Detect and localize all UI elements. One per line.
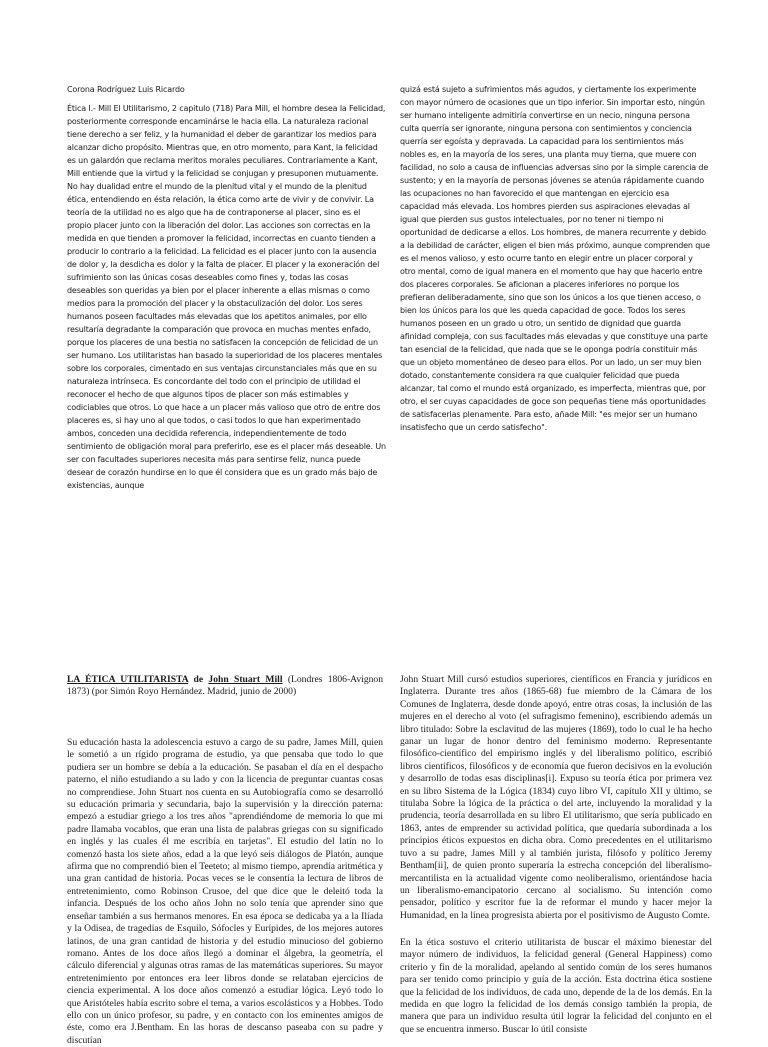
author-name: Corona Rodríguez Luis Ricardo bbox=[67, 85, 185, 94]
essay-right-column: quizá está sujeto a sufrimientos más agudos, y ciertamente los experimente con mayor número de ocasiones que un tipo inferior. Sin importar esto, ningún ser humano inteligente admitiría convertirse en un necio, ninguna persona culta querría ser ignorante, ninguna persona con sentimientos y conciencia querría ser egoísta y depravada. La capacidad para los sentimientos más nobles es, en la mayoría de los seres, una planta muy tierna, que muere con facilidad, no solo a causa de influencias adversas sino por la simple carencia de sustento; y en la mayoría de personas jóvenes se atenúa rápidamente cuando las ocupaciones no han favorecido el que mantengan en ejercicio esa capacidad más elevada. Los hombres pierden sus aspiraciones elevadas al igual que pierden sus gustos intelectuales, por no tener ni tiempo ni oportunidad de dedicarse a ellos. Los hombres, de manera recurrente y debido a la debilidad de carácter, eligen el bien más próximo, aunque comprenden que es el menos valioso, y esto ocurre tanto en elegir entre un placer corporal y otro mental, como de igual manera en el momento que hay que hacerlo entre dos placeres corporales. Se aficionan a placeres inferiores no porque los prefieran deliberadamente, sino que son los únicos a los que tienen acceso, o bien los únicos para los que les queda capacidad de goce. Todos los seres humanos poseen en un grado u otro, un sentido de dignidad que guarda afinidad compleja, con sus facultades más elevadas y que constituye una parte tan esencial de la felicidad, que nada que se le oponga podría constituir más que un objeto momentáneo de deseo para ellos. Por un lado, un ser muy bien dotado, constantemente considera ra que cualquier felicidad que pueda alcanzar, tal como el mundo está organizado, es imperfecta, mientras que, por otro, el ser cuyas capacidades de goce son pequeñas tiene más oportunidades de satisfacerlas plenamente. Para esto, añade Mill: "es mejor ser un humano insatisfecho que un cerdo satisfecho". bbox=[400, 85, 710, 432]
title-de: de bbox=[188, 674, 209, 685]
essay-left-column: Ética I.- Mill El Utilitarismo, 2 capitulo (718) Para Mill, el hombre desea la Felicidad, posteriormente corresponde encaminárse le hacia ella. La naturaleza racional tiene derecho a ser feliz, y la humanidad el deber de garantizar los medios para alcanzar dicho propósito. Mientras que, en otro momento, para Kant, la felicidad es un galardón que reclama meritos morales peculiares. Contrariamente a Kant, Mill entiende que la virtud y la felicidad se conjugan y presuponen mutuamente. No hay dualidad entre el mundo de la plenitud vital y el mundo de la plenitud ética, entendiendo en ésta relación, la ética como arte de vivir y de convivir. La teoría de la utilidad no es algo que ha de contraponerse al placer, sino es el propio placer junto con la liberación del dolor. Las acciones son correctas en la medida en que tienden a promover la felicidad, incorrectas en cuanto tienden a producir lo contrario a la felicidad. La felicidad es el placer junto con la ausencia de dolor y, la desdicha es dolor y la falta de placer. El placer y la exoneración del sufrimiento son las únicas cosas deseables como fines y, todas las cosas deseables son queridas ya bien por el placer inherente a ellas mismas o como medios para la promoción del placer y la obstaculización del dolor. Los seres humanos poseen facultades más elevadas que los apetitos animales, por ello resultaría degradante la comparación que provoca en muchas mentes enfado, porque los placeres de una bestia no satisfacen la concepción de felicidad de un ser humano. Los utilitaristas han basado la superioridad de los placeres mentales sobre los corporales, cimentado en sus ventajas circunstanciales más que en su naturaleza intrínseca. Es concordante del todo con el principio de utilidad el reconocer el hecho de que algunos tipos de placer son más estimables y codiciables que otros. Lo que hace a un placer más valioso que otro de entre dos placeres es, si hay uno al que todos, o casi todos lo que han experimentado ambos, conceden una decidida referencia, independientemente de todo sentimiento de obligación moral para preferirlo, ese es el placer más deseable. Un ser con facultades superiores necesita más para sentirse feliz, nunca puede desear de corazón hundirse en lo que él considera que es un grado más bajo de existencias, aunque bbox=[67, 104, 386, 490]
article-right-body-2: En la ética sostuvo el criterio utilitarista de buscar el máximo bienestar del mayor número de individuos, la felicidad general (General Happiness) como criterio y fin de la moralidad, apelando al sentido común de los seres humanos para ser tenido como principio y guía de la acción. Esta doctrina ética sostiene que la felicidad de los individuos, de cada uno, depende de la de los demás. En la medida en que logro la felicidad de los demás consigo también la propia, de manera que para un individuo resulta útil lograr la felicidad del conjunto en el que se encuentra inmerso. Buscar lo útil consiste bbox=[400, 937, 712, 1035]
article-right-body-1: John Stuart Mill cursó estudios superiores, científicos en Francia y jurídicos en Inglaterra. Durante tres años (1865-68) fue miembro de la Cámara de los Comunes de Inglaterra, desde donde apoyó, entre otras cosas, la inclusión de las mujeres en el derecho al voto (el sufragismo femenino), escribiendo además un libro titulado: Sobre la esclavitud de las mujeres (1869), todo lo cual le ha hecho ganar un lugar de honor dentro del feminismo moderno. Representante filosófico-científico del empirismo inglés y del liberalismo político, escribió libros científicos, filosóficos y de economía que fueron decisivos en la evolución y desarrollo de todas esas disciplinas[i]. Expuso su teoría ética por primera vez en su libro Sistema de la Lógica (1834) cuyo libro VI, capítulo XII y último, se titulaba Sobre la lógica de la práctica o del arte, incluyendo la moralidad y la prudencia, teoría desarrollada en su libro El utilitarismo, que sería publicado en 1863, antes de emprender su actividad política, que quedaría subordinada a los principios éticos expuestos en dicha obra. Como precedentes en el utilitarismo tuvo a su padre, James Mill y al también jurista, filósofo y político Jeremy Bentham[ii], de quien pronto superaría la estrecha concepción del liberalismo-mercantilista en la actualidad vigente como neoliberalismo, orientándose hacia un liberalismo-emancipatorio cercano al socialismo. Su intención como pensador, político y escritor fue la de reformar el mundo y hacer mejor la Humanidad, en la línea progresista abierta por el positivismo de Augusto Comte. bbox=[400, 674, 712, 921]
article-title bbox=[67, 674, 383, 699]
title-author: John Stuart Mill bbox=[208, 674, 283, 685]
title-details: (Londres 1806-Avignon 1873) (por Simón Royo Hernández. Madrid, junio de 2000) bbox=[67, 674, 384, 698]
article-left-body: Su educación hasta la adolescencia estuvo a cargo de su padre, James Mill, quien le sometió a un rígido programa de estudio, ya que pensaba que todo lo que pudiera ser un hombre se debía a la educación. Se pasaban el día en el despacho paterno, el niño estudiando a su lado y con la licencia de preguntar cuantas cosas no comprendiese. John Stuart nos cuenta en su Autobiografía como se desarrolló su educación primaria y secundaria, bajo la supervisión y la dirección paterna: empezó a estudiar griego a los tres años "aprendiéndome de memoria lo que mi padre llamaba vocablos, que eran una lista de palabras griegas con su significado en inglés y las cuales él me escribía en tarjetas". El estudio del latín no lo comenzó hasta los siete años, edad a la que leyó seis diálogos de Platón, aunque afirma que no comprendió bien el Teeteto; al mismo tiempo, aprendía aritmética y una gran cantidad de historia. Pocas veces se le consentía la lectura de libros de entretenimiento, como Robinson Crusoe, del que dice que le deleitó toda la infancia. Después de los ocho años John no solo tenía que aprender sino que enseñar también a sus hermanos menores. En esa época se dedicaba ya a la Ilíada y la Odisea, de tragedias de Esquilo, Sófocles y Eurípides, de los mejores autores latinos, de una gran cantidad de historia y del estudio minucioso del gobierno romano. Antes de los doce años llegó a dominar el álgebra, la geometría, el cálculo diferencial y algunas otras ramas de las matemáticas superiores. Su mayor entretenimiento por entonces era leer libros donde se relataban ejercicios de ciencia experimental. A los doce años comenzó a estudiar lógica. Leyó todo lo que Aristóteles había escrito sobre el tema, a varios escolásticos y a Hobbes. Todo ello con un único profesor, su padre, y en contacto con los eminentes amigos de éste, como era J.Bentham. En las horas de descanso paseaba con su padre y discutían bbox=[67, 737, 383, 1046]
title-main: LA ÉTICA UTILITARISTA bbox=[67, 674, 189, 685]
